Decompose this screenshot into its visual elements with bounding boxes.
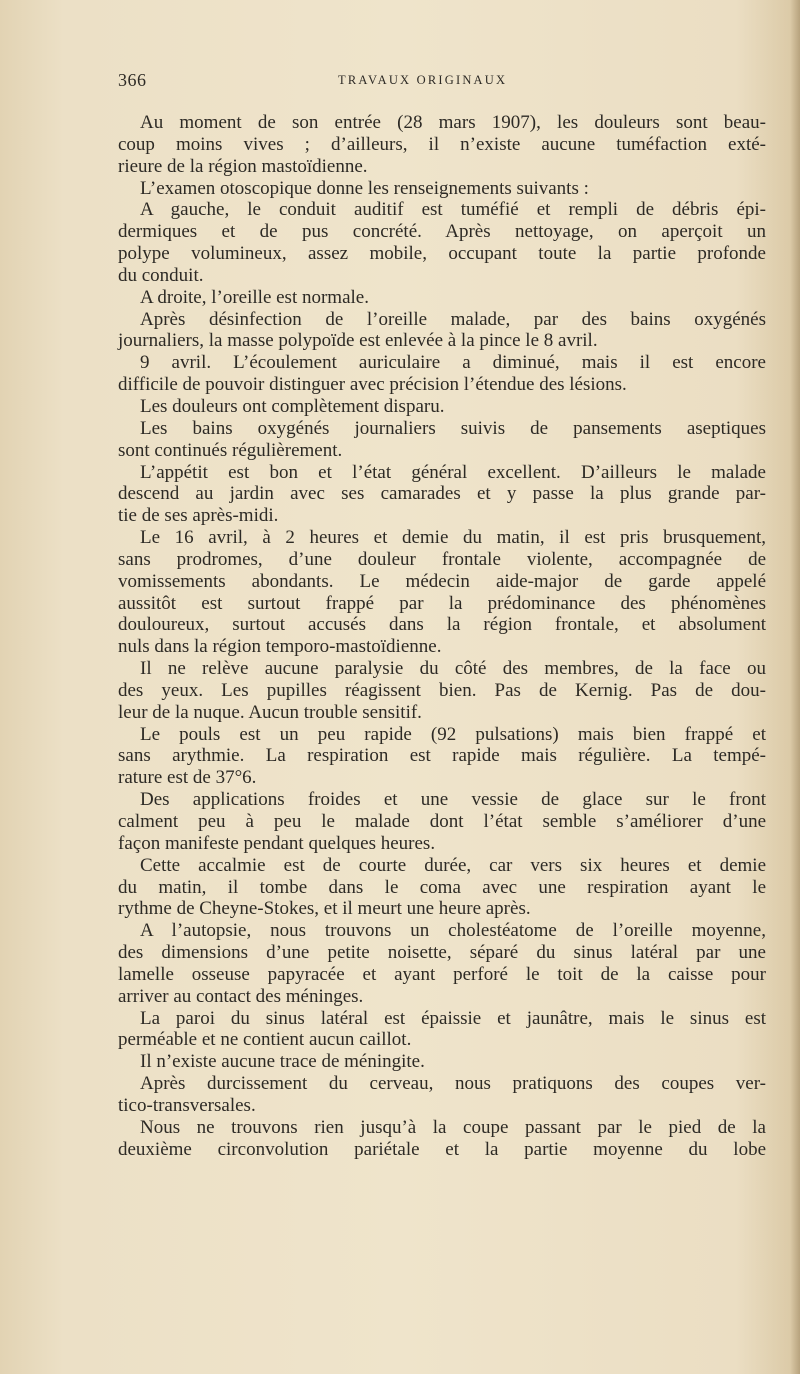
text-line: rythme de Cheyne-Stokes, et il meurt une heure après. xyxy=(118,898,531,920)
text-line: lamelle osseuse papyracée et ayant perforé le toit de la caisse pour xyxy=(118,963,766,985)
text-line: tie de ses après-midi. xyxy=(118,505,279,527)
text-line: La paroi du sinus latéral est épaissie et jaunâtre, mais le sinus est xyxy=(140,1007,766,1029)
body-text xyxy=(118,112,766,1161)
page-number: 366 xyxy=(118,70,147,90)
text-line: sont continués régulièrement. xyxy=(118,439,343,461)
text-line: perméable et ne contient aucun caillot. xyxy=(118,1029,412,1051)
text-line: rieure de la région mastoïdienne. xyxy=(118,155,368,177)
text-line: aussitôt est surtout frappé par la prédominance des phénomènes xyxy=(118,592,766,614)
text-line: Cette accalmie est de courte durée, car vers six heures et demie xyxy=(140,854,766,876)
text-line: du conduit. xyxy=(118,264,204,286)
text-line: des dimensions d’une petite noisette, séparé du sinus latéral par une xyxy=(118,942,766,964)
text-line: Les bains oxygénés journaliers suivis de pansements aseptiques xyxy=(140,417,766,439)
page-edge-shadow xyxy=(790,0,800,1374)
text-line: coup moins vives ; d’ailleurs, il n’existe aucune tuméfaction exté- xyxy=(118,133,766,155)
text-line: du matin, il tombe dans le coma avec une respiration ayant le xyxy=(118,876,766,898)
text-line: Le 16 avril, à 2 heures et demie du matin, il est pris brusquement, xyxy=(140,527,766,549)
text-line: A droite, l’oreille est normale. xyxy=(140,286,369,308)
text-line: Des applications froides et une vessie de glace sur le front xyxy=(140,789,766,811)
text-line: journaliers, la masse polypoïde est enlevée à la pince le 8 avril. xyxy=(118,330,598,352)
text-line: des yeux. Les pupilles réagissent bien. Pas de Kernig. Pas de dou- xyxy=(118,679,766,701)
text-line: A gauche, le conduit auditif est tuméfié et rempli de débris épi- xyxy=(140,199,766,221)
text-line: sans prodromes, d’une douleur frontale violente, accompagnée de xyxy=(118,548,766,570)
text-line: Il ne relève aucune paralysie du côté des membres, de la face ou xyxy=(140,658,766,680)
text-line: calment peu à peu le malade dont l’état semble s’améliorer d’une xyxy=(118,811,766,832)
text-line: Après désinfection de l’oreille malade, par des bains oxygénés xyxy=(140,308,766,330)
text-line: L’appétit est bon et l’état général excellent. D’ailleurs le malade xyxy=(140,461,766,483)
text-line: sans arythmie. La respiration est rapide mais régulière. La tempé- xyxy=(118,745,766,767)
text-line: arriver au contact des méninges. xyxy=(118,985,364,1007)
text-line: descend au jardin avec ses camarades et y passe la plus grande par- xyxy=(118,483,766,505)
page-header xyxy=(118,70,766,96)
text-line: nuls dans la région temporo-mastoïdienne. xyxy=(118,636,442,658)
text-line: Il n’existe aucune trace de méningite. xyxy=(140,1051,425,1073)
text-line: Nous ne trouvons rien jusqu’à la coupe passant par le pied de la xyxy=(140,1116,766,1138)
text-line: Après durcissement du cerveau, nous pratiquons des coupes ver- xyxy=(140,1073,766,1095)
text-line: Le pouls est un peu rapide (92 pulsations) mais bien frappé et xyxy=(140,723,766,745)
text-line: difficile de pouvoir distinguer avec précision l’étendue des lésions. xyxy=(118,374,627,396)
text-line: Les douleurs ont complètement disparu. xyxy=(140,395,445,417)
text-line: dermiques et de pus concrété. Après nettoyage, on aperçoit un xyxy=(118,221,766,243)
text-line: deuxième circonvolution pariétale et la partie moyenne du lobe xyxy=(118,1138,766,1160)
running-title: TRAVAUX ORIGINAUX xyxy=(338,73,508,87)
text-line: leur de la nuque. Aucun trouble sensitif. xyxy=(118,701,422,723)
text-line: façon manifeste pendant quelques heures. xyxy=(118,832,436,854)
text-line: A l’autopsie, nous trouvons un cholestéatome de l’oreille moyenne, xyxy=(140,920,766,942)
text-line: tico-transversales. xyxy=(118,1094,256,1116)
text-line: rature est de 37°6. xyxy=(118,767,257,789)
text-line: douloureux, surtout accusés dans la région frontale, et absolument xyxy=(118,614,766,636)
text-line: vomissements abondants. Le médecin aide-major de garde appelé xyxy=(118,570,766,592)
text-line: L’examen otoscopique donne les renseignements suivants : xyxy=(140,177,589,199)
text-line: polype volumineux, assez mobile, occupant toute la partie profonde xyxy=(118,243,766,265)
text-line: 9 avril. L’écoulement auriculaire a diminué, mais il est encore xyxy=(140,352,766,374)
text-line: Au moment de son entrée (28 mars 1907), les douleurs sont beau- xyxy=(140,112,766,133)
